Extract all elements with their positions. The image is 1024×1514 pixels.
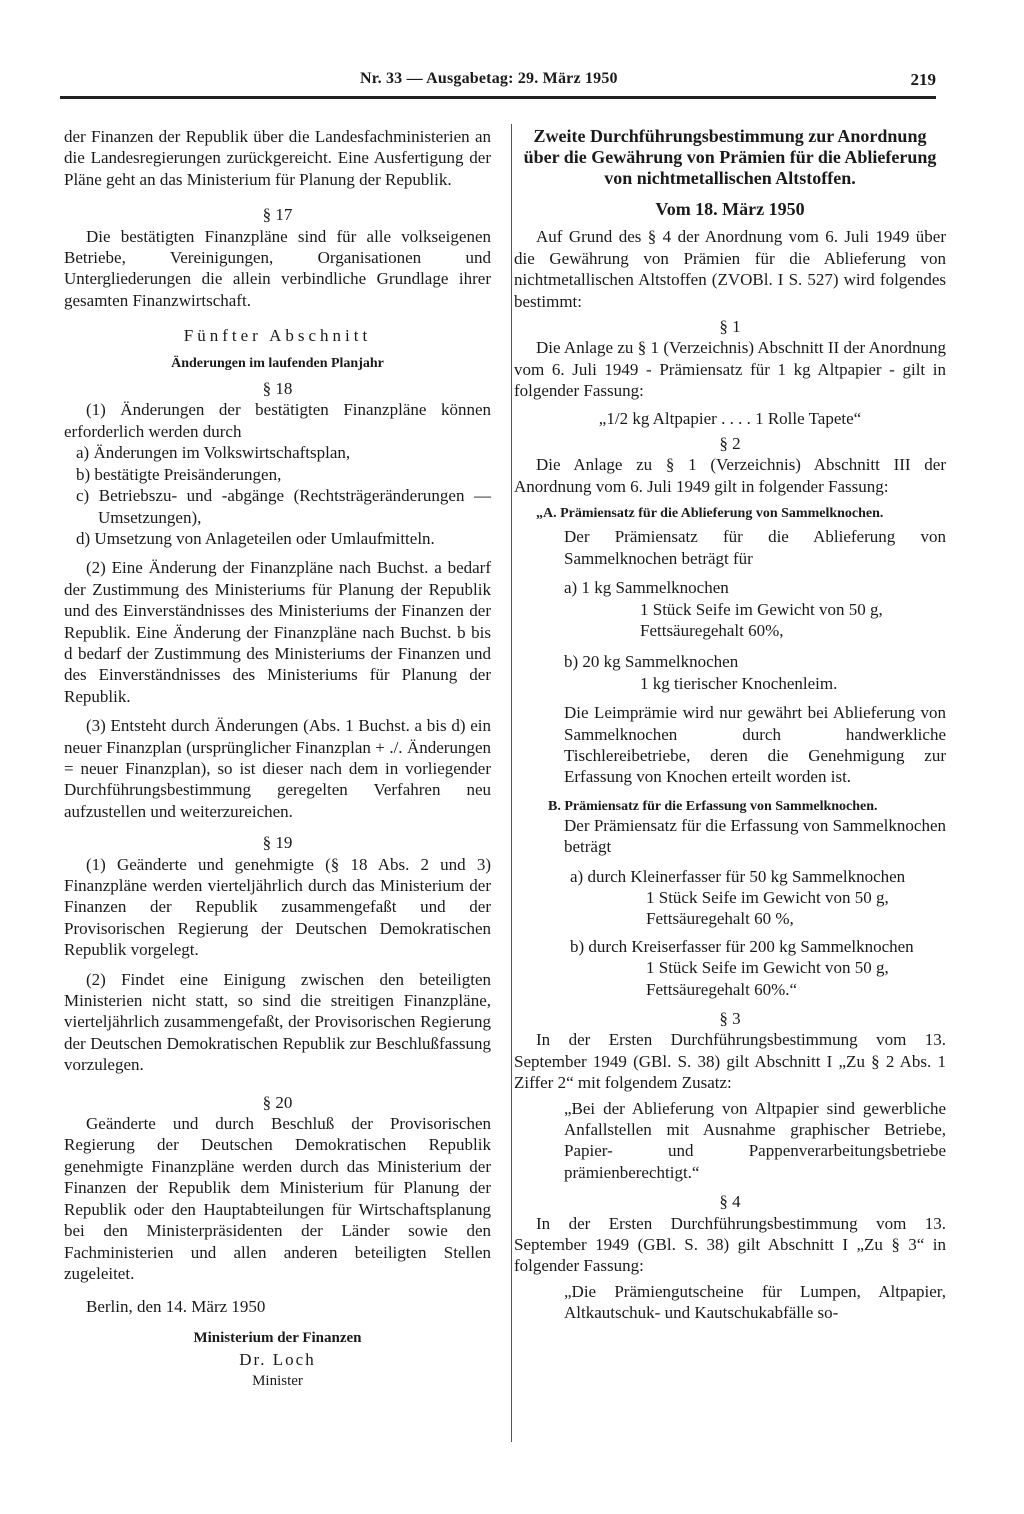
section-heading: § 4 (719, 1192, 741, 1212)
header-rule (60, 96, 936, 99)
paragraph: Der Prämiensatz für die Erfassung von Sammelknochen beträgt (564, 815, 946, 857)
list-item: a) 1 kg Sammelknochen (564, 578, 729, 598)
paragraph: (3) Entsteht durch Änderungen (Abs. 1 Buchst. a bis d) ein neuer Finanzplan (ursprünglicher Finanzplan + ./. Änderungen = neuer Finanzplan), so ist dieser nach dem in vorliegender Durchführungsbestimmung geregelten Verfahren neu aufzustellen und weiterzureichen. (64, 716, 491, 821)
list-item: a) durch Kleinerfasser für 50 kg Sammelknochen (570, 866, 906, 886)
quote-paragraph: „Die Prämiengutscheine für Lumpen, Altpapier, Altkautschuk- und Kautschukabfälle so- (564, 1281, 946, 1323)
right-column (514, 126, 946, 1324)
section-heading: § 18 (262, 379, 293, 399)
paragraph: Die Anlage zu § 1 (Verzeichnis) Abschnitt II der Anordnung vom 6. Juli 1949 - Prämiensatz für 1 kg Altpapier - gilt in folgender Fassung: (514, 338, 946, 401)
signature-role: Minister (252, 1372, 303, 1389)
part-heading: Fünfter Abschnitt (183, 326, 372, 346)
document-title: Zweite Durchführungsbestimmung zur Anordnung über die Gewährung von Prämien für die Ablieferung von nichtmetallischen Altstoffen. (523, 126, 937, 188)
list-item: a) Änderungen im Volkswirtschaftsplan, (76, 443, 351, 463)
paragraph: Der Prämiensatz für die Ablieferung von Sammelknochen beträgt für (564, 527, 946, 568)
part-subheading: Änderungen im laufenden Planjahr (171, 355, 384, 371)
page-number: 219 (910, 70, 936, 89)
paragraph: (2) Findet eine Einigung zwischen den beteiligten Ministerien nicht statt, so sind die streitigen Finanzpläne, vierteljährlich zusammengefaßt, der Provisorischen Regierung der Deutschen Demokratischen Republik zur Beschlußfassung vorzulegen. (64, 969, 491, 1075)
list-item-detail: 1 Stück Seife im Gewicht von 50 g, Fettsäuregehalt 60%.“ (646, 958, 889, 999)
paragraph: Die bestätigten Finanzpläne sind für alle volkseigenen Betriebe, Vereinigungen, Organisationen und Untergliederungen die allein verbindliche Grundlage ihrer gesamten Finanzwirtschaft. (64, 226, 491, 310)
subsection-heading: B. Prämiensatz für die Erfassung von Sammelknochen. (548, 798, 878, 814)
paragraph: Geänderte und durch Beschluß der Provisorischen Regierung der Deutschen Demokratischen Republik genehmigte Finanzpläne werden durch das Ministerium der Finanzen der Republik dem Ministerium für Planung der Republik oder den Hauptabteilungen für Wirtschaftsplanung bei den Ministerpräsidenten der Länder sowie den Fachministerien und allen anderen beteiligten Stellen zugeleitet. (64, 1114, 491, 1283)
paragraph: Die Leimprämie wird nur gewährt bei Ablieferung von Sammelknochen durch handwerkliche Tischlereibetriebe, deren die Genehmigung zur Erfassung von Knochen erteilt worden ist. (564, 703, 946, 787)
subsection-heading: „A. Prämiensatz für die Ablieferung von Sammelknochen. (536, 506, 884, 522)
list-item: d) Umsetzung von Anlageteilen oder Umlaufmitteln. (76, 528, 435, 548)
paragraph: (1) Geänderte und genehmigte (§ 18 Abs. 2 und 3) Finanzpläne werden vierteljährlich durch das Ministerium der Finanzen der Republik zusammengefaßt und der Provisorischen Regierung der Deutschen Demokratischen Republik vorgelegt. (64, 854, 491, 960)
signature-organization: Ministerium der Finanzen (193, 1329, 362, 1346)
place-date: Berlin, den 14. März 1950 (86, 1297, 266, 1317)
paragraph: (2) Eine Änderung der Finanzpläne nach Buchst. a bedarf der Zustimmung des Ministeriums für Planung der Republik und des Einverständnisses des Ministeriums der Finanzen der Republik. Eine Änderung der Finanzpläne nach Buchst. b bis d bedarf der Zustimmung des Ministeriums der Finanzen und des Einverständnisses des Ministeriums für Planung der Republik. (64, 558, 491, 706)
section-heading: § 19 (262, 833, 293, 853)
paragraph: Die Anlage zu § 1 (Verzeichnis) Abschnitt III der Anordnung vom 6. Juli 1949 gilt in folgender Fassung: (514, 455, 946, 496)
document-date: Vom 18. März 1950 (655, 199, 805, 219)
list-item: c) Betriebszu- und -abgänge (Rechtsträgeränderungen — Umsetzungen), (76, 486, 491, 527)
section-heading: § 1 (719, 317, 741, 337)
list-item: b) bestätigte Preisänderungen, (76, 464, 282, 484)
left-column (64, 126, 491, 1392)
paragraph: In der Ersten Durchführungsbestimmung vom 13. September 1949 (GBl. S. 38) gilt Abschnitt I „Zu § 3“ in folgender Fassung: (514, 1213, 946, 1276)
list-item: b) 20 kg Sammelknochen (564, 652, 739, 672)
paragraph: In der Ersten Durchführungsbestimmung vom 13. September 1949 (GBl. S. 38) gilt Abschnitt I „Zu § 2 Abs. 1 Ziffer 2“ mit folgendem Zusatz: (514, 1030, 946, 1093)
paragraph: (1) Änderungen der bestätigten Finanzpläne können erforderlich werden durch (64, 400, 491, 441)
page-header (60, 66, 936, 96)
paragraph: der Finanzen der Republik über die Landesfachministerien an die Landesregierungen zurückgereicht. Eine Ausfertigung der Pläne geht an das Ministerium für Planung der Republik. (64, 127, 491, 189)
section-heading: § 20 (262, 1092, 293, 1112)
list-item-detail: 1 kg tierischer Knochenleim. (640, 673, 838, 693)
signature-name: Dr. Loch (239, 1350, 316, 1370)
section-heading: § 17 (262, 205, 293, 225)
section-heading: § 2 (719, 434, 741, 454)
section-heading: § 3 (719, 1009, 741, 1028)
quote-line: „1/2 kg Altpapier . . . . 1 Rolle Tapete“ (598, 408, 862, 428)
issue-line: Nr. 33 — Ausgabetag: 29. März 1950 (360, 70, 618, 87)
paragraph: Auf Grund des § 4 der Anordnung vom 6. Juli 1949 über die Gewährung von Prämien für die Ablieferung von nichtmetallischen Altstoffen (ZVOBl. I S. 527) wird folgendes bestimmt: (514, 227, 946, 311)
list-item-detail: 1 Stück Seife im Gewicht von 50 g, Fettsäuregehalt 60 %, (646, 887, 889, 929)
list-item-detail: 1 Stück Seife im Gewicht von 50 g, Fettsäuregehalt 60%, (640, 599, 883, 640)
list-item: b) durch Kreiserfasser für 200 kg Sammelknochen (570, 936, 914, 956)
quote-paragraph: „Bei der Ablieferung von Altpapier sind gewerbliche Anfallstellen mit Ausnahme graphischer Betriebe, Papier- und Pappenverarbeitungsbetriebe prämienberechtigt.“ (564, 1098, 946, 1182)
column-divider (511, 124, 512, 1442)
